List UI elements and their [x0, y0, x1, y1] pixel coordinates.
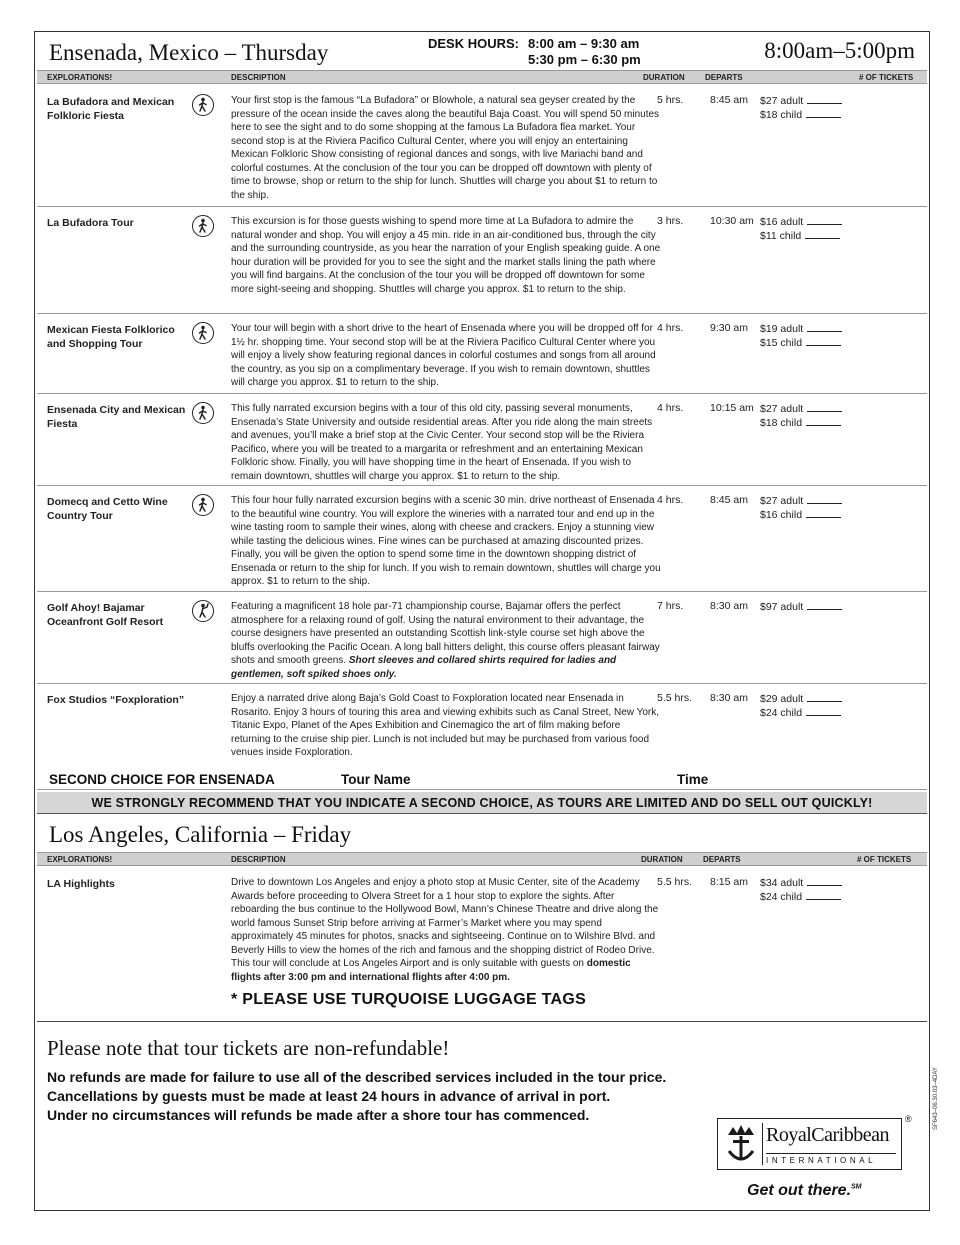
walking-tour-icon	[192, 94, 214, 116]
col-duration: DURATION	[643, 73, 685, 82]
adult-price: $27 adult	[760, 95, 804, 107]
tour-row	[37, 592, 927, 684]
tour-name: La Bufadora and Mexican Folkloric Fiesta	[47, 96, 175, 122]
tagline-text: Get out there.	[747, 1182, 852, 1199]
tour-prices	[760, 692, 880, 720]
tour-description-text: Drive to downtown Los Angeles and enjoy a photo stop at Music Center, site of the Academy Awards before proceeding to Olvera Street for a 1 hour stop to explore the sights. After reboarding the bus continue to the Hollywood Bowl, Mann’s Chinese Theatre and drive along the world famous Sunset Strip before arriving at Farmer’s Market where you may spend approximately 45 minutes for photos, snacks and sightseeing. Continue on to Wilshire Blvd. and Beverly Hills to view the homes of the rich and famous and the shopping district of Rodeo Drive. This tour will conclude at Los Angeles Airport and is only suitable with guests on	[231, 877, 659, 969]
tour-name: Mexican Fiesta Folklorico and Shopping Tour	[47, 324, 175, 350]
royal-caribbean-logo	[717, 1118, 902, 1170]
child-ticket-blank[interactable]	[806, 109, 841, 118]
tour-duration: 5 hrs.	[657, 94, 684, 106]
desk-hours-evening: 5:30 pm – 6:30 pm	[528, 52, 641, 67]
print-code: SF643–06.30.03–4DAY	[933, 1067, 939, 1130]
tour-departs: 8:30 am	[710, 600, 748, 612]
adult-ticket-blank[interactable]	[807, 403, 842, 412]
tour-departs: 8:45 am	[710, 94, 748, 106]
tour-departs: 10:30 am	[710, 215, 754, 227]
adult-ticket-blank[interactable]	[807, 216, 842, 225]
tagline	[747, 1182, 862, 1200]
second-choice-tour-name[interactable]: Tour Name	[341, 772, 411, 787]
child-price: $16 child	[760, 509, 803, 521]
los-angeles-title: Los Angeles, California – Friday	[49, 822, 352, 847]
col-departs: DEPARTS	[703, 855, 741, 864]
tour-row	[37, 207, 927, 314]
tour-name: La Bufadora Tour	[47, 217, 134, 229]
tour-description: This excursion is for those guests wishing to spend more time at La Bufadora to admire the natural wonder and shop. You will enjoy a 45 min. ride in an air-conditioned bus, through the city and the surrounding countryside, as you hear the narration of your English speaking guide. A one hour duration will be provided for you to see the sight and the market stalls lining the path where you will find bargains. At the conclusion of the tour you will be dropped off downtown for some more sight-seeing and shopping. Shuttles will charge you approx. $1 to return to the ship.	[231, 216, 661, 295]
tour-duration: 5.5 hrs.	[657, 876, 693, 888]
luggage-tag-note: * PLEASE USE TURQUOISE LUGGAGE TAGS	[231, 991, 587, 1008]
tour-prices	[760, 94, 880, 122]
shore-excursion-sheet	[34, 31, 930, 1211]
tour-name: LA Highlights	[47, 878, 115, 890]
adult-ticket-blank[interactable]	[807, 95, 842, 104]
adult-price: $27 adult	[760, 495, 804, 507]
tour-description: Your tour will begin with a short drive to the heart of Ensenada where you will be dropped off for 1½ hr. shopping time. Your second stop will be at the Riviera Pacifico Cultural Center where you will enjoy a lively show featuring regional dances in colorful costumes and songs from all around the country, as you sip on a complimentary beverage. If you wish to remain downtown, shuttles will charge you approx. $1 to return to the ship.	[231, 323, 656, 388]
tour-departs: 10:15 am	[710, 402, 754, 414]
tour-departs: 8:15 am	[710, 876, 748, 888]
walking-tour-icon	[192, 402, 214, 424]
brand-international: INTERNATIONAL	[766, 1153, 896, 1165]
tour-duration: 7 hrs.	[657, 600, 684, 612]
child-ticket-blank[interactable]	[806, 891, 841, 900]
second-choice-time[interactable]: Time	[677, 772, 709, 787]
tour-description	[231, 600, 661, 681]
tour-duration: 4 hrs.	[657, 494, 684, 506]
desk-hours-morning: 8:00 am – 9:30 am	[528, 36, 640, 51]
adult-price: $29 adult	[760, 693, 804, 705]
ensenada-header	[35, 32, 929, 72]
tour-departs: 8:45 am	[710, 494, 748, 506]
ensenada-port-time: 8:00am–5:00pm	[764, 38, 915, 63]
second-choice-recommendation: WE STRONGLY RECOMMEND THAT YOU INDICATE A SECOND CHOICE, AS TOURS ARE LIMITED AND DO SELL OUT QUICKLY!	[37, 792, 927, 814]
refund-notice-line: Under no circumstances will refunds be made after a shore tour has commenced.	[47, 1107, 590, 1123]
walking-tour-icon	[192, 322, 214, 344]
los-angeles-column-headers	[37, 852, 927, 866]
col-description: DESCRIPTION	[231, 73, 286, 82]
ensenada-title: Ensenada, Mexico – Thursday	[49, 40, 329, 65]
walking-tour-icon	[192, 215, 214, 237]
col-tickets: # OF TICKETS	[859, 73, 914, 82]
adult-ticket-blank[interactable]	[807, 601, 842, 610]
tour-duration: 3 hrs.	[657, 215, 684, 227]
adult-ticket-blank[interactable]	[807, 693, 842, 702]
adult-price: $27 adult	[760, 403, 804, 415]
tour-description-text: Featuring a magnificent 18 hole par-71 championship course, Bajamar offers the perfect atmosphere for a relaxing round of golf. Using the natural environment to their advantage, the course designers have presented an outstanding Scottish link-style course set high above the bluffs overlooking the Pacific Ocean. A long ball hitters delight, this course offers pleasant fairway shots and smooth greens.	[231, 601, 660, 666]
refund-notice-body	[47, 1068, 687, 1125]
tour-departs: 9:30 am	[710, 322, 748, 334]
tour-row	[37, 394, 927, 486]
ensenada-column-headers	[37, 70, 927, 84]
tour-row	[37, 86, 927, 207]
tour-departs: 8:30 am	[710, 692, 748, 704]
registered-mark: ®	[905, 1114, 912, 1124]
adult-ticket-blank[interactable]	[807, 877, 842, 886]
service-mark: SM	[851, 1183, 862, 1191]
tour-name: Fox Studios “Foxploration”	[47, 694, 185, 706]
flight-restriction-note: domestic flights after 3:00 pm and international flights after 4:00 pm.	[231, 958, 631, 983]
tour-prices	[760, 876, 880, 904]
tour-prices	[760, 322, 880, 350]
tour-duration: 4 hrs.	[657, 402, 684, 414]
col-tickets: # OF TICKETS	[857, 855, 912, 864]
adult-price: $16 adult	[760, 216, 804, 228]
golfer-icon	[192, 600, 214, 622]
tour-description: Your first stop is the famous “La Bufadora” or Blowhole, a natural sea geyser created by the pressure of the ocean inside the caves along the beautiful Baja Coast. You will spend 50 minutes here to see the sight and to do some shopping at the famous La Bufadora flea market. Your second stop is at the Riviera Pacifico Cultural Center, where you will enjoy an entertaining Mexican Folkloric Show consisting of regional dances and songs, with live Mariachi band and colorful costumes. At the conclusion of the tour you can be dropped off downtown with plenty of time to browse, shop or return to the ship for lunch. Shuttles will charge you about $1 to return to the ship.	[231, 95, 660, 201]
adult-ticket-blank[interactable]	[807, 323, 842, 332]
col-duration: DURATION	[641, 855, 683, 864]
tour-name: Domecq and Cetto Wine Country Tour	[47, 496, 168, 522]
tour-name: Ensenada City and Mexican Fiesta	[47, 404, 186, 430]
tour-row	[37, 684, 927, 770]
child-ticket-blank[interactable]	[805, 230, 840, 239]
tour-description	[231, 876, 661, 984]
child-price: $18 child	[760, 109, 803, 121]
crown-anchor-icon	[724, 1123, 758, 1165]
tour-description: This four hour fully narrated excursion begins with a scenic 30 min. drive northeast of Ensenada to the beautiful wine country. You will explore the wineries with a narrated tour and end up in the wine tasting room to sample their wines, along with cheese and crackers. Enjoy a stunning view while tasting the delicious wines. Fine wines can be purchased at amazing discounted prizes. Finally, you will be given the option to spend some time in the downtown shopping district of Ensenada or return to the ship for lunch. If you wish to remain downtown, shuttles will charge you approx. $1 to return to the ship.	[231, 495, 661, 587]
desk-hours-label: DESK HOURS:	[428, 36, 520, 51]
col-description: DESCRIPTION	[231, 855, 286, 864]
child-price: $11 child	[760, 230, 802, 242]
adult-price: $34 adult	[760, 877, 804, 889]
tour-row	[37, 314, 927, 394]
refund-notice-line: No refunds are made for failure to use all of the described services included in the tour price.	[47, 1069, 667, 1085]
col-explorations: EXPLORATIONS!	[47, 855, 113, 864]
adult-price: $19 adult	[760, 323, 804, 335]
child-price: $24 child	[760, 891, 803, 903]
los-angeles-header	[35, 816, 929, 856]
second-choice-row	[37, 770, 927, 790]
tour-prices	[760, 215, 880, 243]
refund-notice-line: Cancellations by guests must be made at least 24 hours in advance of arrival in port.	[47, 1088, 611, 1104]
tour-prices	[760, 600, 880, 614]
child-ticket-blank[interactable]	[806, 707, 841, 716]
tour-description: This fully narrated excursion begins with a tour of this old city, passing several monuments, Ensenada’s State University and outside residential areas. After you ride along the main streets and avenues, you’ll make a brief stop at the Civic Center. Your second stop will be the Riviera Pacifico, where you will be treated to a margarita or refreshment and an entertaining Mexican Folkloric show. Finally, you will have shopping time in the heart of Ensenada. If you wish to remain downtown, shuttles will charge you approx. $1 to return to the ship.	[231, 403, 653, 482]
child-ticket-blank[interactable]	[806, 417, 841, 426]
tour-name: Golf Ahoy! Bajamar Oceanfront Golf Resort	[47, 602, 164, 628]
tour-duration: 5.5 hrs.	[657, 692, 693, 704]
child-price: $18 child	[760, 417, 803, 429]
walking-tour-icon	[192, 494, 214, 516]
refund-notice-title: Please note that tour tickets are non-refundable!	[47, 1036, 450, 1060]
logo-divider	[762, 1123, 763, 1165]
adult-price: $97 adult	[760, 601, 804, 613]
col-departs: DEPARTS	[705, 73, 743, 82]
tour-prices	[760, 402, 880, 430]
tour-duration: 4 hrs.	[657, 322, 684, 334]
tour-description: Enjoy a narrated drive along Baja’s Gold Coast to Foxploration located near Ensenada in Rosarito. Enjoy 3 hours of touring this area and viewing exhibits such as Canal Street, New York, Titanic Expo, Planet of the Apes Exhibition and Cinemagico the art of film making before returning to the cruise ship pier. Lunch is not included but may be purchased from various food venues inside Foxploration.	[231, 693, 660, 758]
col-explorations: EXPLORATIONS!	[47, 73, 113, 82]
second-choice-label: SECOND CHOICE FOR ENSENADA	[49, 772, 275, 787]
child-price: $24 child	[760, 707, 803, 719]
brand-name: RoyalCaribbean	[766, 1124, 889, 1146]
child-ticket-blank[interactable]	[806, 509, 841, 518]
tour-prices	[760, 494, 880, 522]
adult-ticket-blank[interactable]	[807, 495, 842, 504]
tour-row	[37, 486, 927, 592]
dress-code-note: Short sleeves and collared shirts required for ladies and gentlemen, soft spiked shoes only.	[231, 655, 617, 680]
child-price: $15 child	[760, 337, 803, 349]
child-ticket-blank[interactable]	[806, 337, 841, 346]
tour-row	[37, 868, 927, 1022]
